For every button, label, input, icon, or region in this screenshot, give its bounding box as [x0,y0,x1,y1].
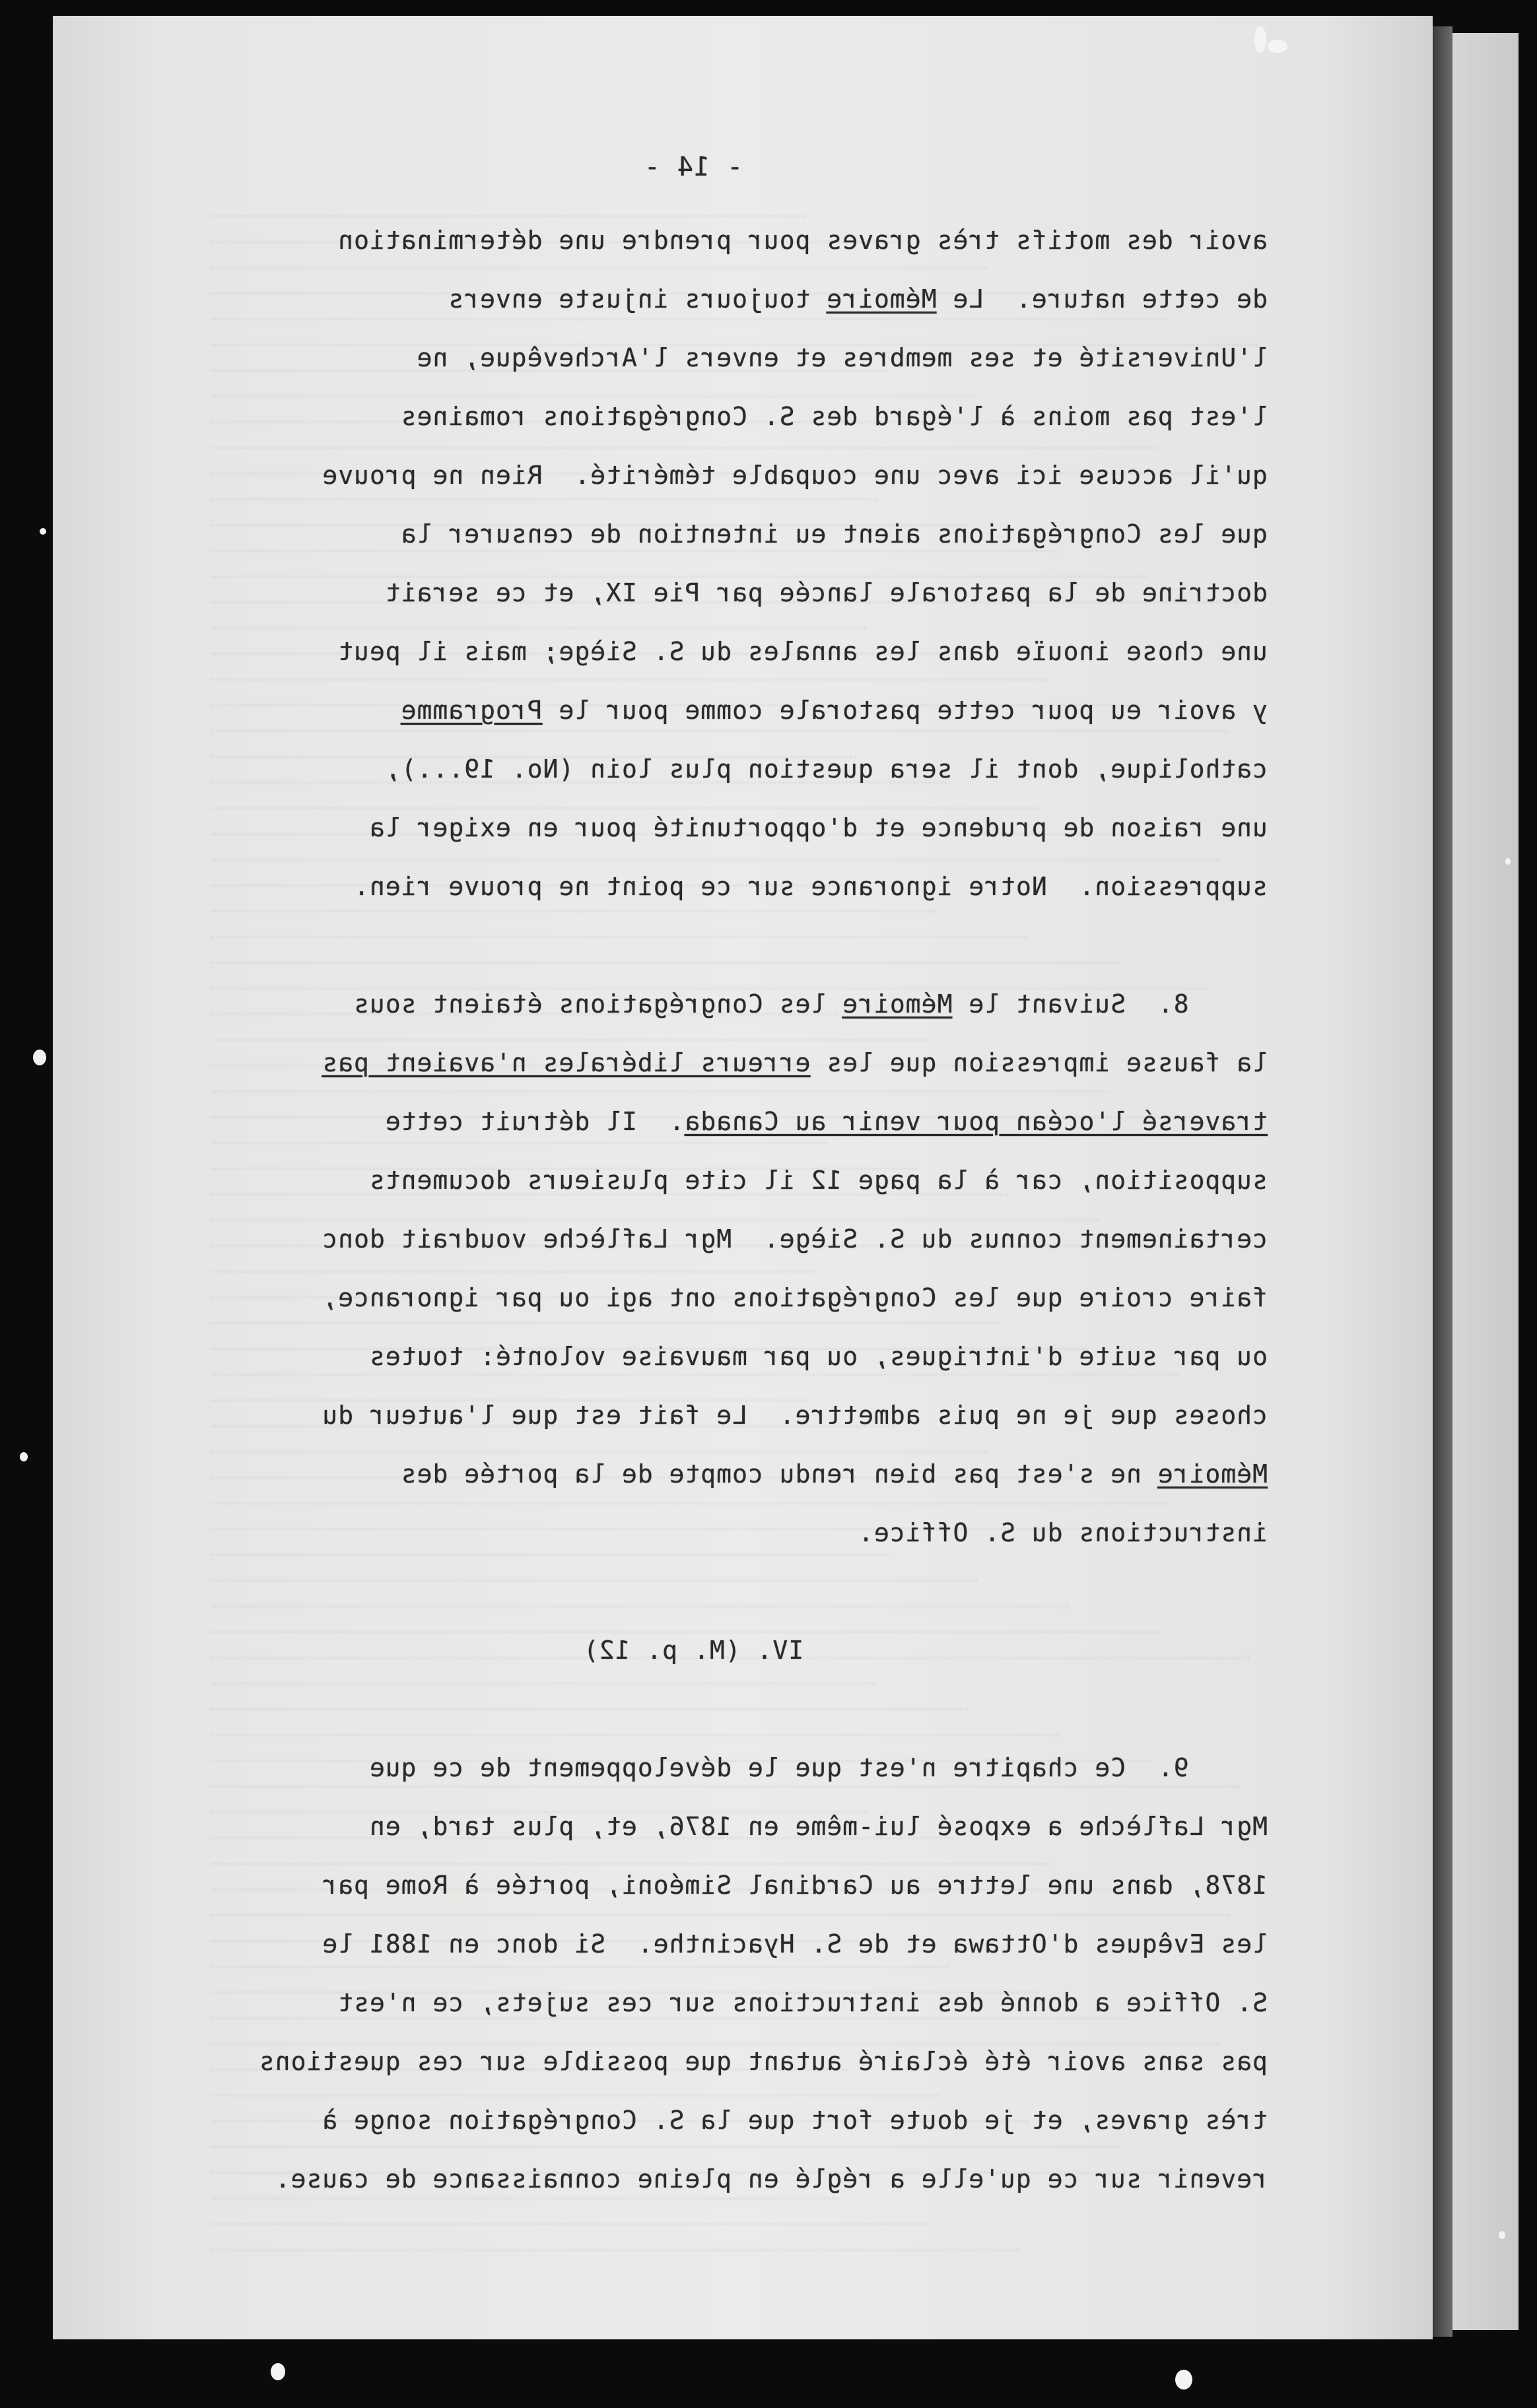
text-line [119,740,1268,799]
text-line [119,2091,1268,2150]
text-line [119,681,1268,740]
line-text: Mgr Laflèche a exposé lui-même en 1876, et, plus tard, en [368,1812,1268,1841]
text-line [119,1680,1268,1739]
text-line [119,1092,1268,1151]
adjacent-sheet-edge [1452,33,1519,2330]
line-text: 1878, dans une lettre au Cardinal Siméoni, portée à Rome par [322,1871,1268,1900]
dust-speck [1175,2370,1192,2390]
line-text: choses que je ne puis admettre. Le fait est que l'auteur du [322,1401,1268,1430]
dust-speck [1505,858,1511,865]
line-text: certainement connus du S. Siège. Mgr Laflèche voudrait donc [322,1224,1268,1254]
line-text: IV. (M. p. 12) [582,1636,804,1665]
line-text: l'Université et ses membres et envers l'Archevêque, ne [416,343,1268,372]
underlined-text: Mémoire [842,989,953,1019]
text-line [119,799,1268,857]
line-text: suppression. Notre ignorance sur ce point ne prouve rien. [353,872,1268,901]
text-line [119,622,1268,681]
text-line [119,1797,1268,1856]
text-line [119,1269,1268,1327]
text-line [119,211,1268,270]
text-line [119,1915,1268,1974]
text-line [119,1562,1268,1621]
underlined-text: Mémoire [1157,1459,1268,1488]
punch-hole [33,1050,46,1065]
underlined-text: Mémoire [826,284,937,314]
text-line [119,1151,1268,1210]
underlined-text: erreurs libérales n'avaient pas [322,1048,811,1077]
line-text: avoir des motifs très graves pour prendre une détermination [337,226,1268,255]
line-text: que les Congrégations aient eu intention de censurer la [400,519,1268,549]
dust-speck [271,2363,285,2380]
dust-speck [1254,26,1266,53]
line-text-rest: . Il détruit cette [384,1107,685,1136]
dust-speck [1268,40,1287,53]
text-line [119,1210,1268,1269]
text-line [119,270,1268,329]
line-text: une chose inouïe dans les annales du S. Siège; mais il peut [337,637,1268,666]
line-text: faire croire que les Congrégations ont agi ou par ignorance, [322,1283,1268,1312]
text-line [119,1739,1268,1797]
mirrored-text-block [119,152,1268,2209]
line-text: revenir sur ce qu'elle a réglé en pleine connaissance de cause. [274,2164,1268,2193]
text-line [119,1034,1268,1092]
line-text-rest: ne s'est pas bien rendu compte de la portée des [400,1459,1157,1488]
underlined-text: Programme [400,696,543,725]
dust-speck [20,1452,28,1461]
line-text-rest: les Congrégations étaient sous [353,989,842,1019]
line-text: 8. Suivant le [952,989,1268,1019]
line-text: l'est pas moins à l'égard des S. Congrégations romaines [400,402,1268,431]
line-text: instructions du S. Office. [858,1518,1268,1547]
line-text: ou par suite d'intrigues, ou par mauvaise volonté: toutes [368,1342,1268,1371]
text-line [119,1445,1268,1504]
line-text-rest: toujours injuste envers [448,284,827,314]
dust-speck [1499,2231,1505,2239]
line-text: y avoir eu pour cette pastorale comme pour le [542,696,1268,725]
text-line [119,329,1268,387]
line-text: la fausse impression que les [810,1048,1268,1077]
text-line [119,446,1268,505]
text-line [119,2032,1268,2091]
text-line [119,1504,1268,1562]
text-line [119,1856,1268,1915]
text-line [119,2150,1268,2209]
underlined-text: traversé l'océan pour venir au Canada [684,1107,1268,1136]
line-text: supposition, car à la page 12 il cite plusieurs documents [368,1166,1268,1195]
line-text: une raison de prudence et d'opportunité pour en exiger la [368,813,1268,842]
line-text: S. Office a donné des instructions sur ces sujets, ce n'est [337,1988,1268,2017]
text-line [119,1327,1268,1386]
line-text: pas sans avoir été éclairé autant que possible sur ces questions [258,2047,1268,2076]
binding-fold [1433,26,1452,2337]
line-text: les Evêques d'Ottawa et de S. Hyacinthe. Si donc en 1881 le [322,1929,1268,1958]
page-number: - 14 - [643,152,743,182]
line-text: 9. Ce chapitre n'est que le développement de ce que [368,1753,1268,1782]
line-text: doctrine de la pastorale lancée par Pie IX, et ce serait [384,578,1268,607]
text-line [119,1386,1268,1445]
text-line [119,387,1268,446]
text-line [119,505,1268,564]
section-heading [119,1621,1268,1680]
line-text: très graves, et je doute fort que la S. Congrégation songe à [322,2106,1268,2135]
text-line [119,564,1268,622]
line-text: qu'il accuse ici avec une coupable témérité. Rien ne prouve [322,461,1268,490]
line-text: catholique, dont il sera question plus loin (No. 19...), [384,754,1268,784]
line-text: de cette nature. Le [936,284,1268,314]
text-line [119,916,1268,975]
text-line [119,975,1268,1034]
dust-speck [40,528,46,535]
text-line [119,1974,1268,2032]
text-line [119,857,1268,916]
text-lines [119,211,1268,2209]
